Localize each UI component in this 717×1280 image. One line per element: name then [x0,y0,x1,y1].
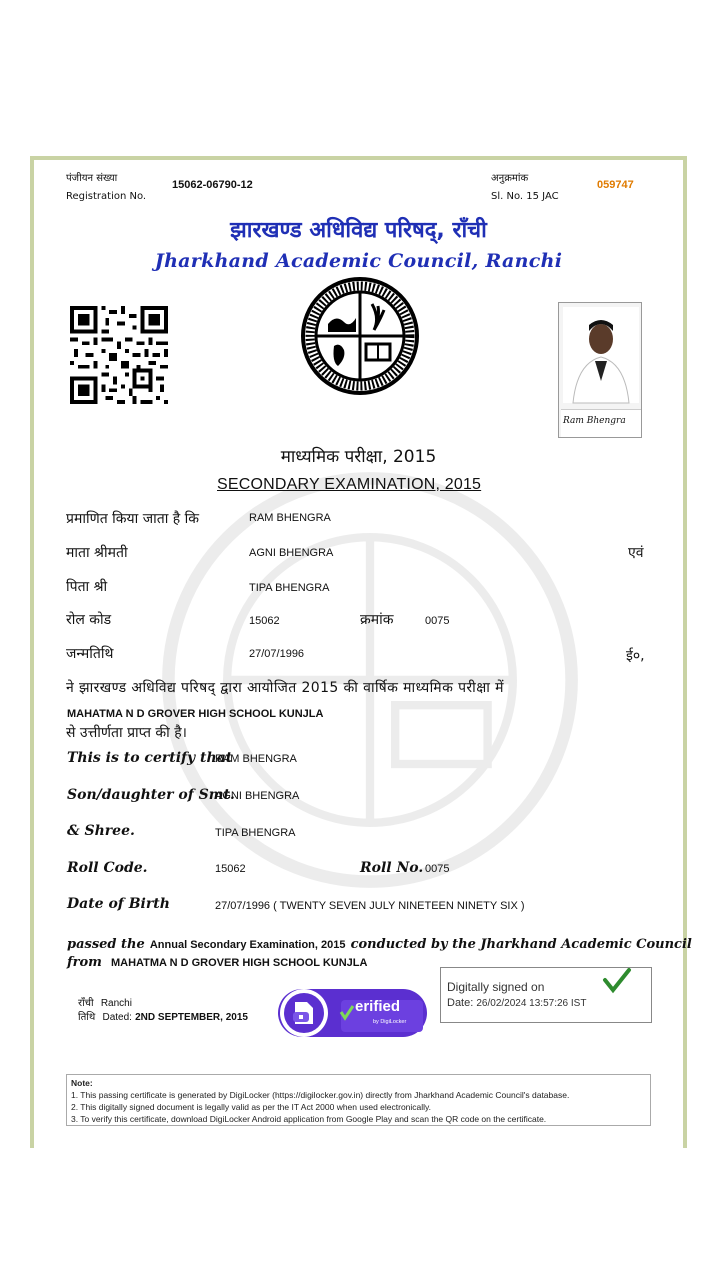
check-icon [601,968,633,994]
serial-label-hi: अनुक्रमांक [491,173,529,184]
en-roll-code: 15062 [215,863,246,875]
en-mother-name: AGNI BHENGRA [215,790,300,802]
en-from-line [67,951,367,970]
hi-mother-label: माता श्रीमती [66,545,128,561]
en-student-name: RAM BHENGRA [215,753,297,765]
council-emblem [300,276,420,396]
hi-passed-line: ने झारखण्ड अधिविद्य परिषद् द्वारा आयोजित 2015 की वार्षिक माध्यमिक परीक्षा में [66,680,504,696]
hi-passed-tail: से उत्तीर्णता प्राप्त की है। [66,725,187,741]
place-label-hi: राँची [78,998,94,1009]
en-roll-code-label: Roll Code. [67,860,148,876]
hi-era: ई०, [626,648,645,664]
verified-sub: by DigiLocker [373,1019,407,1025]
en-passed-mid: conducted by the Jharkhand Academic Council [350,937,692,952]
council-name-hindi: झारखण्ड अधिविद्य परिषद्, राँची [230,218,487,243]
signature-date: 26/02/2024 13:57:26 IST [476,998,587,1009]
hi-father-label: पिता श्री [66,579,108,595]
signature-line1: Digitally signed on [447,980,545,994]
qr-code [70,306,168,404]
note-item: 2. This digitally signed document is legally valid as per the IT Act 2000 when used electronically. [71,1102,432,1112]
student-photo [558,302,642,438]
verified-badge-graphic [277,986,428,1040]
place-value: Ranchi [100,998,132,1009]
en-passed-prefix: passed the [67,937,145,952]
hi-roll-no-label: क्रमांक [360,612,394,628]
date-value: 2ND SEPTEMBER, 2015 [135,1012,248,1023]
hi-dob-label: जन्मतिथि [66,646,114,662]
en-father-label: & Shree. [67,823,135,839]
en-passed-exam: Annual Secondary Examination, 2015 [149,939,346,951]
serial-label: Sl. No. 15 JAC [491,191,559,202]
en-from-label: from [67,955,102,970]
note-item: 3. To verify this certificate, download DigiLocker Android application from Google Play and scan the QR code on the certificate. [71,1114,547,1124]
place-line [78,997,132,1011]
hi-roll-no: 0075 [425,615,450,627]
exam-title-english: SECONDARY EXAMINATION, 2015 [217,476,482,493]
en-dob-label: Date of Birth [67,896,170,912]
hi-student-name: RAM BHENGRA [249,512,331,524]
hi-school-name: MAHATMA N D GROVER HIGH SCHOOL KUNJLA [67,708,324,720]
registration-number: 15062-06790-12 [172,179,253,191]
hi-father-name: TIPA BHENGRA [249,582,330,594]
digital-signature-box [440,967,652,1023]
en-roll-no-label: Roll No. [360,860,424,876]
en-dob: 27/07/1996 ( TWENTY SEVEN JULY NINETEEN NINETY SIX ) [215,900,525,912]
student-signature: Ram Bhengra [563,416,626,426]
date-line [78,1011,248,1025]
signature-date-label: Date: [447,997,474,1009]
hi-roll-code: 15062 [249,615,280,627]
hi-roll-code-label: रोल कोड [66,612,112,628]
en-father-name: TIPA BHENGRA [215,827,296,839]
digilocker-verified-badge [277,986,428,1040]
hi-dob: 27/07/1996 [249,648,305,660]
en-mother-label: Son/daughter of Smt. [67,787,235,803]
hi-certify-label: प्रमाणित किया जाता है कि [66,511,200,527]
en-certify-label: This is to certify that [67,750,233,766]
registration-label: Registration No. [66,191,147,202]
note-box [66,1074,651,1126]
signature-area [561,409,641,437]
hi-and: एवं [628,545,644,561]
en-school-name: MAHATMA N D GROVER HIGH SCHOOL KUNJLA [110,957,368,969]
en-roll-no: 0075 [425,863,450,875]
exam-title-hindi: माध्यमिक परीक्षा, 2015 [280,447,437,467]
signature-date-line [447,997,586,1009]
date-label-hi: तिथि [78,1012,96,1023]
verified-text: erified [355,998,401,1015]
hi-mother-name: AGNI BHENGRA [249,547,334,559]
note-item: 1. This passing certificate is generated by DigiLocker (https://digilocker.gov.in) directly from Jharkhand Academic Council's database. [71,1090,570,1100]
registration-label-hi: पंजीयन संख्या [66,173,118,184]
serial-number: 059747 [597,179,634,191]
council-name-english: Jharkhand Academic Council, Ranchi [154,250,563,272]
date-label: Dated: [102,1012,132,1023]
en-passed-line [67,933,692,952]
note-title: Note: [71,1078,93,1088]
